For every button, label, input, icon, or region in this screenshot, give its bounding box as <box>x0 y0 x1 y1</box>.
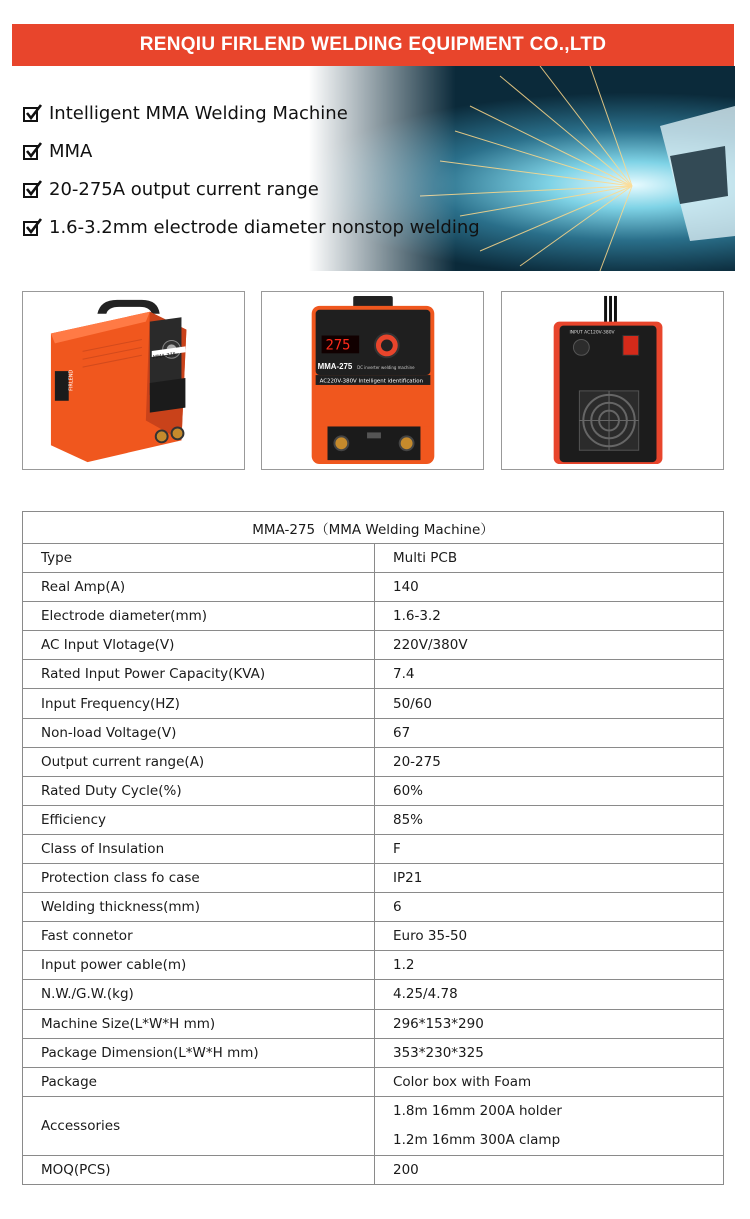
spec-label: N.W./G.W.(kg) <box>23 980 375 1009</box>
spec-label: Input power cable(m) <box>23 951 375 980</box>
table-row-accessories <box>23 1096 724 1155</box>
spec-value: 85% <box>375 805 724 834</box>
spec-table <box>22 511 724 1185</box>
spec-label: Machine Size(L*W*H mm) <box>23 1009 375 1038</box>
spec-value: 6 <box>375 893 724 922</box>
welder-front-illustration <box>262 292 483 469</box>
table-row <box>23 544 724 573</box>
table-row <box>23 602 724 631</box>
spec-value: Euro 35-50 <box>375 922 724 951</box>
table-row <box>23 834 724 863</box>
table-row <box>23 747 724 776</box>
table-row <box>23 631 724 660</box>
spec-value: Multi PCB <box>375 544 724 573</box>
accessory-item: 1.8m 16mm 200A holder <box>393 1102 562 1119</box>
table-row <box>23 1009 724 1038</box>
table-row <box>23 864 724 893</box>
spec-value: F <box>375 834 724 863</box>
table-row <box>23 893 724 922</box>
spec-label: Electrode diameter(mm) <box>23 602 375 631</box>
spec-label: Class of Insulation <box>23 834 375 863</box>
spec-label: Rated Duty Cycle(%) <box>23 776 375 805</box>
table-row <box>23 1067 724 1096</box>
table-row <box>23 980 724 1009</box>
feature-text: 20-275A output current range <box>49 178 319 200</box>
table-row <box>23 689 724 718</box>
spec-label: Welding thickness(mm) <box>23 893 375 922</box>
spec-value: 140 <box>375 573 724 602</box>
table-row <box>23 1155 724 1184</box>
welder-front-angle-illustration <box>23 292 244 469</box>
spec-label: AC Input Vlotage(V) <box>23 631 375 660</box>
spec-label: Output current range(A) <box>23 747 375 776</box>
checkbox-check-icon <box>22 217 44 237</box>
hero-section <box>0 66 735 271</box>
spec-label: Real Amp(A) <box>23 573 375 602</box>
strip-label: AC220V-380V Intelligent identification <box>319 378 424 385</box>
spec-value: Color box with Foam <box>375 1067 724 1096</box>
spec-value: 67 <box>375 718 724 747</box>
product-image-front <box>261 291 484 470</box>
spec-value: 220V/380V <box>375 631 724 660</box>
spec-label: Non-load Voltage(V) <box>23 718 375 747</box>
feature-text: Intelligent MMA Welding Machine <box>49 102 348 124</box>
spec-label: Type <box>23 544 375 573</box>
spec-label: MOQ(PCS) <box>23 1155 375 1184</box>
accessory-item: 1.2m 16mm 300A clamp <box>393 1131 561 1148</box>
spec-label: Protection class fo case <box>23 864 375 893</box>
spec-value: 296*153*290 <box>375 1009 724 1038</box>
feature-text: 1.6-3.2mm electrode diameter nonstop welding <box>49 216 480 238</box>
spec-label: Rated Input Power Capacity(KVA) <box>23 660 375 689</box>
table-title: MMA-275（MMA Welding Machine） <box>23 512 724 544</box>
spec-value: IP21 <box>375 864 724 893</box>
spec-value: 1.2 <box>375 951 724 980</box>
model-label: MMA-275 <box>152 351 176 361</box>
checkbox-check-icon <box>22 141 44 161</box>
spec-label: Fast connetor <box>23 922 375 951</box>
spec-value: 4.25/4.78 <box>375 980 724 1009</box>
spec-label: Efficiency <box>23 805 375 834</box>
table-row <box>23 776 724 805</box>
spec-value: 200 <box>375 1155 724 1184</box>
spec-value: 60% <box>375 776 724 805</box>
sub-label: DC inverter welding machine <box>357 365 415 371</box>
spec-value: 353*230*325 <box>375 1038 724 1067</box>
table-row <box>23 718 724 747</box>
checkbox-check-icon <box>22 179 44 199</box>
feature-list <box>22 94 480 246</box>
feature-item <box>22 132 480 170</box>
table-row <box>23 951 724 980</box>
spec-value: 50/60 <box>375 689 724 718</box>
spec-value-list <box>375 1096 724 1155</box>
table-row <box>23 1038 724 1067</box>
spec-value: 20-275 <box>375 747 724 776</box>
feature-item <box>22 94 480 132</box>
feature-item <box>22 170 480 208</box>
spec-label: Package Dimension(L*W*H mm) <box>23 1038 375 1067</box>
led-display: 275 <box>325 337 351 354</box>
input-label: INPUT AC120V-380V <box>569 330 615 336</box>
brand-label: FIRLEND <box>68 369 75 391</box>
welder-back-illustration <box>502 292 723 469</box>
company-banner: RENQIU FIRLEND WELDING EQUIPMENT CO.,LTD <box>12 24 734 66</box>
table-row <box>23 573 724 602</box>
product-image-back <box>501 291 724 470</box>
table-row <box>23 922 724 951</box>
spec-value: 7.4 <box>375 660 724 689</box>
spec-label: Package <box>23 1067 375 1096</box>
table-title-row <box>23 512 724 544</box>
feature-text: MMA <box>49 140 93 162</box>
spec-label: Input Frequency(HZ) <box>23 689 375 718</box>
spec-value: 1.6-3.2 <box>375 602 724 631</box>
checkbox-check-icon <box>22 103 44 123</box>
table-row <box>23 805 724 834</box>
feature-item <box>22 208 480 246</box>
table-row <box>23 660 724 689</box>
model-label: MMA-275 <box>317 362 353 372</box>
spec-label: Accessories <box>23 1096 375 1155</box>
product-image-front-angle <box>22 291 245 470</box>
